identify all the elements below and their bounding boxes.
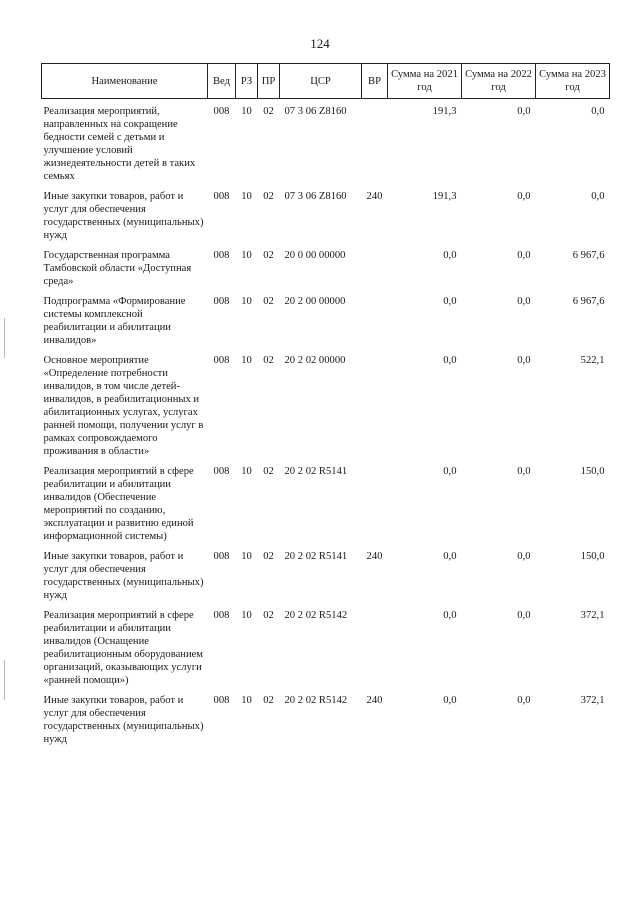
row-name: Иные закупки товаров, работ и услуг для обеспечения государственных (муниципальных) нужд <box>43 551 204 601</box>
row-sum-2021: 0,0 <box>443 250 457 261</box>
table-row <box>42 550 610 609</box>
row-sum-2022: 0,0 <box>517 466 531 477</box>
row-sum-2023: 372,1 <box>580 610 605 621</box>
header-ved: Вед <box>208 64 236 99</box>
row-rz: 10 <box>241 355 252 366</box>
row-sum-2022: 0,0 <box>517 296 531 307</box>
row-name: Реализация мероприятий в сфере реабилитации и абилитации инвалидов (Оснащение реабилитационным оборудованием организаций, оказывающих услуги «ранней помощи») <box>43 610 204 686</box>
row-csr: 20 2 02 00000 <box>284 355 346 366</box>
row-vr <box>362 295 388 354</box>
row-name: Основное мероприятие «Определение потребности инвалидов, в том числе детей-инвалидов, в реабилитационных и абилитационных услугах, услугах ранней помощи, получении услуг в рамках сопровождаемого проживания в области» <box>43 355 204 457</box>
row-pr: 02 <box>263 296 274 307</box>
header-sum-2022: Сумма на 2022 год <box>462 64 536 99</box>
row-name: Подпрограмма «Формирование системы комплексной реабилитации и абилитации инвалидов» <box>43 296 186 346</box>
row-ved: 008 <box>213 106 230 117</box>
row-sum-2021: 191,3 <box>432 191 457 202</box>
row-pr: 02 <box>263 610 274 621</box>
row-sum-2023: 150,0 <box>580 466 605 477</box>
scan-margin-mark <box>4 318 5 358</box>
header-name: Наименование <box>42 64 208 99</box>
row-sum-2022: 0,0 <box>517 695 531 706</box>
table-row <box>42 295 610 354</box>
row-ved: 008 <box>213 250 230 261</box>
row-sum-2023: 150,0 <box>580 551 605 562</box>
row-name: Иные закупки товаров, работ и услуг для обеспечения государственных (муниципальных) нужд <box>43 191 204 241</box>
row-sum-2023: 6 967,6 <box>572 296 605 307</box>
row-vr: 240 <box>366 551 383 562</box>
row-sum-2021: 191,3 <box>432 106 457 117</box>
row-sum-2023: 522,1 <box>580 355 605 366</box>
row-rz: 10 <box>241 551 252 562</box>
row-rz: 10 <box>241 296 252 307</box>
row-csr: 20 2 00 00000 <box>284 296 346 307</box>
row-sum-2021: 0,0 <box>443 695 457 706</box>
table-row <box>42 249 610 295</box>
table-row <box>42 609 610 694</box>
row-sum-2022: 0,0 <box>517 191 531 202</box>
row-name: Реализация мероприятий, направленных на сокращение бедности семей с детьми и улучшение условий жизнедеятельности детей в таких семьях <box>43 106 196 182</box>
row-sum-2021: 0,0 <box>443 610 457 621</box>
row-vr <box>362 354 388 465</box>
row-sum-2021: 0,0 <box>443 551 457 562</box>
row-ved: 008 <box>213 551 230 562</box>
row-csr: 07 3 06 Z8160 <box>284 191 347 202</box>
row-csr: 20 0 00 00000 <box>284 250 346 261</box>
row-rz: 10 <box>241 610 252 621</box>
header-rz: РЗ <box>236 64 258 99</box>
row-rz: 10 <box>241 250 252 261</box>
row-rz: 10 <box>241 695 252 706</box>
row-csr: 20 2 02 R5142 <box>284 610 348 621</box>
row-pr: 02 <box>263 191 274 202</box>
table-row <box>42 465 610 550</box>
row-sum-2022: 0,0 <box>517 551 531 562</box>
row-ved: 008 <box>213 296 230 307</box>
row-pr: 02 <box>263 466 274 477</box>
table-row <box>42 354 610 465</box>
row-csr: 07 3 06 Z8160 <box>284 106 347 117</box>
table-row <box>42 694 610 753</box>
row-sum-2023: 6 967,6 <box>572 250 605 261</box>
row-pr: 02 <box>263 250 274 261</box>
row-ved: 008 <box>213 191 230 202</box>
row-csr: 20 2 02 R5141 <box>284 466 348 477</box>
table-header-row <box>42 64 610 99</box>
row-sum-2023: 0,0 <box>591 106 605 117</box>
row-vr <box>362 609 388 694</box>
row-pr: 02 <box>263 551 274 562</box>
table-row <box>42 99 610 191</box>
row-csr: 20 2 02 R5141 <box>284 551 348 562</box>
header-csr: ЦСР <box>280 64 362 99</box>
header-pr: ПР <box>258 64 280 99</box>
row-vr <box>362 99 388 191</box>
row-sum-2023: 0,0 <box>591 191 605 202</box>
row-rz: 10 <box>241 191 252 202</box>
row-vr <box>362 465 388 550</box>
page-number: 124 <box>310 36 330 51</box>
row-name: Государственная программа Тамбовской области «Доступная среда» <box>43 250 192 287</box>
row-sum-2022: 0,0 <box>517 250 531 261</box>
row-csr: 20 2 02 R5142 <box>284 695 348 706</box>
row-sum-2021: 0,0 <box>443 296 457 307</box>
row-sum-2022: 0,0 <box>517 106 531 117</box>
row-vr <box>362 249 388 295</box>
row-ved: 008 <box>213 466 230 477</box>
row-pr: 02 <box>263 695 274 706</box>
row-sum-2022: 0,0 <box>517 610 531 621</box>
row-sum-2022: 0,0 <box>517 355 531 366</box>
row-rz: 10 <box>241 106 252 117</box>
row-pr: 02 <box>263 106 274 117</box>
row-sum-2023: 372,1 <box>580 695 605 706</box>
scan-margin-mark <box>4 660 5 700</box>
row-name: Реализация мероприятий в сфере реабилитации и абилитации инвалидов (Обеспечение мероприятий по созданию, эксплуатации и развитию единой информационной системы) <box>43 466 194 542</box>
row-vr: 240 <box>366 191 383 202</box>
row-pr: 02 <box>263 355 274 366</box>
row-rz: 10 <box>241 466 252 477</box>
row-ved: 008 <box>213 355 230 366</box>
header-sum-2023: Сумма на 2023 год <box>536 64 610 99</box>
row-ved: 008 <box>213 610 230 621</box>
row-ved: 008 <box>213 695 230 706</box>
table-row <box>42 190 610 249</box>
budget-table <box>41 63 610 753</box>
header-vr: ВР <box>362 64 388 99</box>
header-sum-2021: Сумма на 2021 год <box>388 64 462 99</box>
row-sum-2021: 0,0 <box>443 355 457 366</box>
row-vr: 240 <box>366 695 383 706</box>
row-sum-2021: 0,0 <box>443 466 457 477</box>
row-name: Иные закупки товаров, работ и услуг для обеспечения государственных (муниципальных) нужд <box>43 695 204 745</box>
